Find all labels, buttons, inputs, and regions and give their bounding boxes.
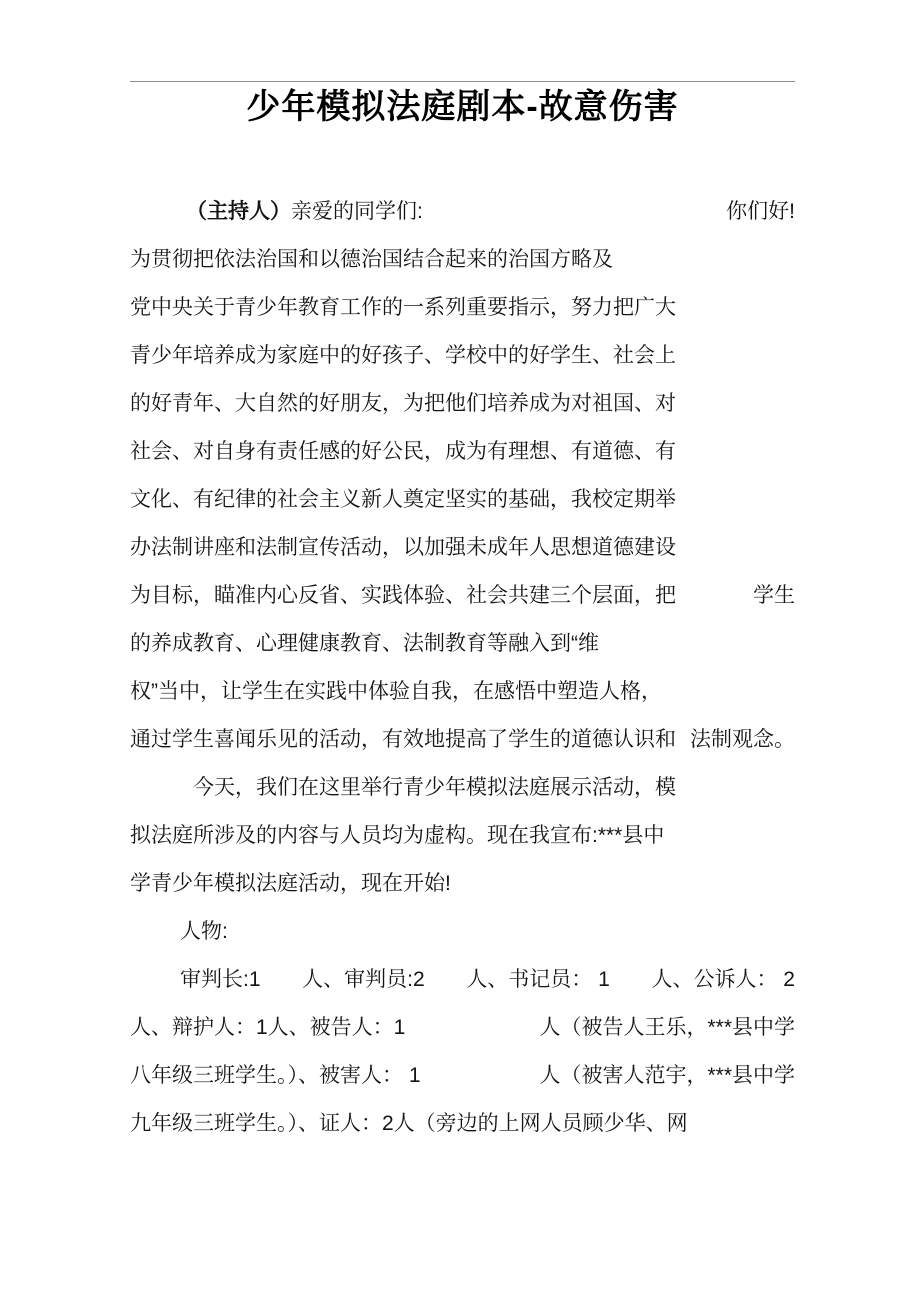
line-text: 亲爱的同学们:	[291, 200, 423, 223]
line-left-segment: 八年级三班学生。）、被害人： 1	[130, 1064, 421, 1087]
text-line	[130, 956, 795, 1004]
text-line: 学青少年模拟法庭活动，现在开始!	[130, 872, 451, 895]
text-line: 今天，我们在这里举行青少年模拟法庭展示活动，模	[193, 776, 676, 799]
text-line: 办法制讲座和法制宣传活动，以加强未成年人思想道德建设	[130, 536, 676, 559]
line-left-segment: 人、辩护人：1人、被告人：1	[130, 1016, 406, 1039]
speaker-label: （主持人）	[186, 200, 291, 223]
text-line: 的养成教育、心理健康教育、法制教育等融入到“维	[130, 632, 599, 655]
text-line: 为贯彻把依法治国和以德治国结合起来的治国方略及	[130, 248, 613, 271]
text-line	[130, 716, 795, 764]
line-segment: 人、审判员:2	[302, 968, 425, 991]
document-title: 少年模拟法庭剧本-故意伤害	[246, 88, 679, 126]
line-right-segment: 人（被害人范宇，***县中学	[539, 1064, 795, 1087]
document-body	[130, 188, 795, 1148]
line-segment: 人、公诉人： 2	[651, 968, 795, 991]
line-left-segment	[186, 188, 423, 236]
text-line: 社会、对自身有责任感的好公民，成为有理想、有道德、有	[130, 440, 676, 463]
line-right-segment: 法制观念。	[690, 728, 795, 751]
text-line	[130, 572, 795, 620]
line-right-segment: 人（被告人王乐，***县中学	[539, 1016, 795, 1039]
text-line	[130, 1004, 795, 1052]
text-line: 党中央关于青少年教育工作的一系列重要指示，努力把广大	[130, 296, 676, 319]
text-line: 九年级三班学生。）、证人：2人（旁边的上网人员顾少华、网	[130, 1112, 688, 1135]
line-left-segment: 为目标，瞄准内心反省、实践体验、社会共建三个层面，把	[130, 584, 676, 607]
header-rule	[130, 81, 795, 82]
line-right-segment: 学生	[753, 584, 795, 607]
text-line	[130, 188, 795, 236]
text-line	[130, 1052, 795, 1100]
text-line: 人物:	[180, 920, 228, 943]
line-right-segment: 你们好!	[726, 200, 795, 223]
text-line: 文化、有纪律的社会主义新人奠定坚实的基础，我校定期举	[130, 488, 676, 511]
line-segment: 人、书记员： 1	[466, 968, 610, 991]
line-left-segment: 通过学生喜闻乐见的活动，有效地提高了学生的道德认识和	[130, 728, 676, 751]
text-line: 拟法庭所涉及的内容与人员均为虚构。现在我宣布:***县中	[130, 824, 665, 847]
line-segment: 审判长:1	[180, 968, 261, 991]
text-line: 权”当中，让学生在实践中体验自我，在感悟中塑造人格，	[130, 680, 662, 703]
text-line: 青少年培养成为家庭中的好孩子、学校中的好学生、社会上	[130, 344, 676, 367]
text-line: 的好青年、大自然的好朋友，为把他们培养成为对祖国、对	[130, 392, 676, 415]
